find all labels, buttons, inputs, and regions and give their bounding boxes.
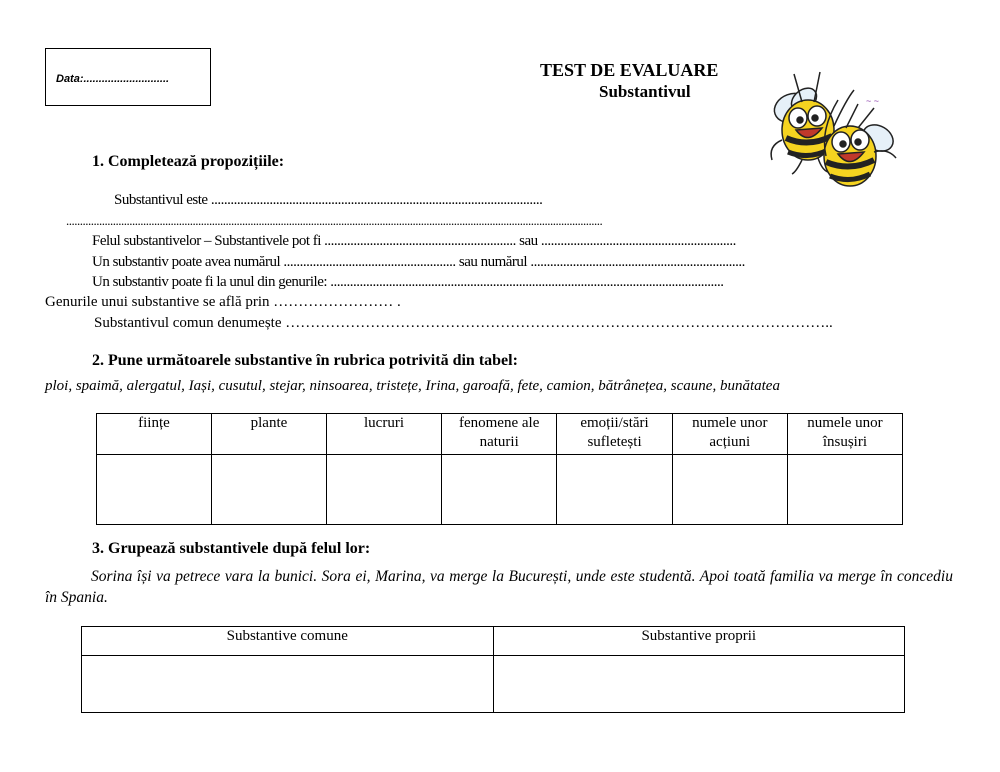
column-header: emoții/stări sufletești	[557, 414, 672, 455]
column-header: numele unor acțiuni	[672, 414, 787, 455]
column-header: Substantive comune	[82, 627, 494, 656]
answer-cell[interactable]	[557, 455, 672, 525]
section3-paragraph: Sorina își va petrece vara la bunici. Sora ei, Marina, va merge la București, unde este studentă. Apoi toată familia va merge în concediu în Spania.	[45, 568, 953, 606]
column-header: plante	[211, 414, 326, 455]
section2-heading: 2. Pune următoarele substantive în rubrica potrivită din tabel:	[92, 352, 518, 369]
section1-line-3: Felul substantivelor – Substantivele pot fi ........................................................... sau ............................................................	[92, 233, 736, 249]
date-label: Data:............................	[56, 73, 170, 85]
column-header: ființe	[97, 414, 212, 455]
answer-cell[interactable]	[672, 455, 787, 525]
column-header: numele unor însușiri	[787, 414, 902, 455]
answer-cell[interactable]	[787, 455, 902, 525]
column-header: Substantive proprii	[493, 627, 905, 656]
answer-cell[interactable]	[97, 455, 212, 525]
section3-heading: 3. Grupează substantivele după felul lor:	[92, 540, 371, 557]
bees-illustration	[762, 60, 902, 200]
answer-cell[interactable]	[326, 455, 441, 525]
section1-line-2: ...................................................................................................................................................................................................	[66, 213, 603, 228]
section1-line-4: Un substantiv poate avea numărul ..................................................... sau numărul ..................................................................	[92, 254, 745, 270]
classification-table	[96, 413, 903, 525]
section1-heading: 1. Completează propozițiile:	[92, 153, 285, 170]
answer-cell[interactable]	[493, 656, 905, 713]
page-subtitle: Substantivul	[599, 82, 691, 101]
svg-text:~ ~: ~ ~	[866, 96, 880, 106]
answer-cell[interactable]	[211, 455, 326, 525]
grouping-table	[81, 626, 905, 713]
answer-cell[interactable]	[442, 455, 557, 525]
section1-line-7: Substantivul comun denumește ………………………………………………………………………………………………..	[94, 315, 833, 331]
section1-line-6: Genurile unui substantive se află prin …………………… .	[45, 294, 401, 310]
section1-line-5: Un substantiv poate fi la unul din genurile: .........................................................................................................................	[92, 274, 724, 290]
section2-word-list: ploi, spaimă, alergatul, Iași, cusutul, stejar, ninsoarea, tristețe, Irina, garoafă, fete, camion, bătrânețea, scaune, bunătatea	[45, 378, 780, 394]
section1-line-1: Substantivul este ......................................................................................................	[114, 192, 543, 208]
bee-right	[824, 100, 898, 186]
page-title: TEST DE EVALUARE	[540, 60, 719, 80]
answer-cell[interactable]	[82, 656, 494, 713]
column-header: fenomene ale naturii	[442, 414, 557, 455]
column-header: lucruri	[326, 414, 441, 455]
date-box	[45, 48, 211, 106]
